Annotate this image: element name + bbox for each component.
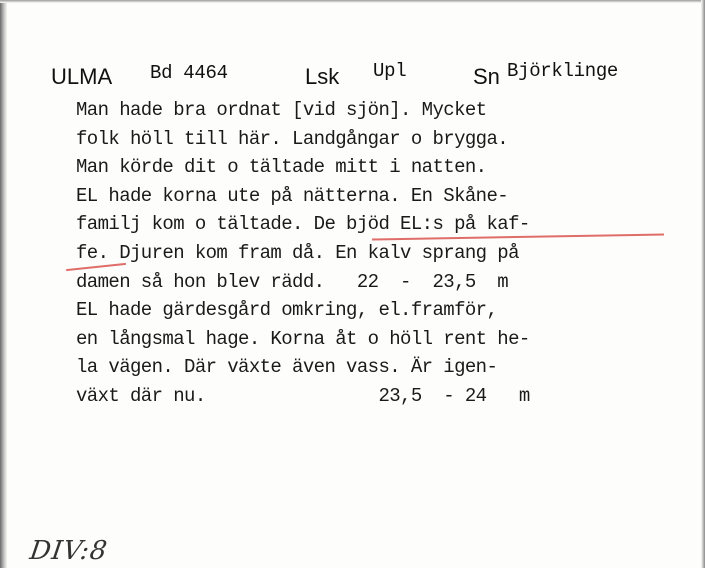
text-line: familj kom o tältade. De bjöd EL:s på kaf-	[76, 213, 530, 236]
text-line: EL hade korna ute på nätterna. En Skåne-	[76, 184, 509, 207]
text-line: Man körde dit o tältade mitt i natten.	[76, 156, 487, 179]
card-edge-right	[701, 0, 705, 568]
card-edge-shadow	[0, 0, 7, 568]
record-text	[76, 96, 676, 411]
text-line: la vägen. Där växte även vass. Är igen-	[76, 356, 498, 379]
text-line: damen så hon blev rädd. 22 - 23,5 m	[76, 270, 509, 293]
volume-number: Bd 4464	[150, 62, 228, 84]
text-line: en långsmal hage. Korna åt o höll rent he-	[76, 327, 530, 350]
card-edge-top	[0, 0, 705, 3]
text-line: Man hade bra ordnat [vid sjön]. Mycket	[76, 99, 487, 121]
landskap-label: Lsk	[305, 64, 340, 89]
text-line: växt där nu. 23,5 - 24 m	[76, 384, 530, 407]
text-line: folk höll till här. Landgångar o brygga.	[76, 127, 509, 150]
handwritten-signature: DIV:8	[27, 536, 110, 566]
text-line: EL hade gärdesgård omkring, el.framför,	[76, 299, 498, 322]
socken-value: Björklinge	[507, 60, 619, 82]
landskap-value: Upl	[373, 60, 407, 82]
archive-label: ULMA	[51, 64, 113, 89]
text-line: fe. Djuren kom fram då. En kalv sprang på	[76, 241, 519, 264]
socken-label: Sn	[473, 64, 500, 89]
